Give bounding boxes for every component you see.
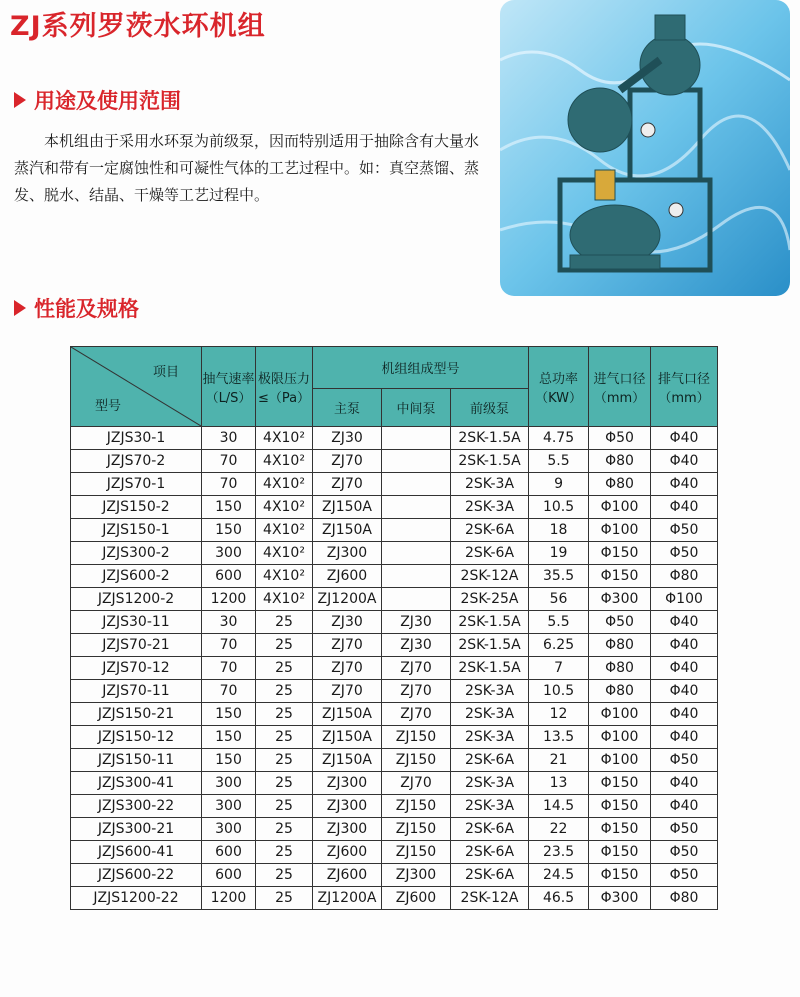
cell-inlet: Φ50 bbox=[589, 611, 651, 634]
cell-main-pump: ZJ70 bbox=[313, 450, 382, 473]
cell-main-pump: ZJ300 bbox=[313, 795, 382, 818]
cell-front-pump: 2SK-6A bbox=[451, 749, 529, 772]
cell-inlet: Φ150 bbox=[589, 864, 651, 887]
cell-outlet: Φ40 bbox=[651, 680, 718, 703]
cell-front-pump: 2SK-3A bbox=[451, 496, 529, 519]
cell-front-pump: 2SK-12A bbox=[451, 565, 529, 588]
cell-model: JZJS600-2 bbox=[71, 565, 202, 588]
product-photo bbox=[500, 0, 790, 296]
header-outlet: 排气口径 （mm） bbox=[651, 347, 718, 427]
cell-inlet: Φ50 bbox=[589, 427, 651, 450]
cell-speed: 600 bbox=[202, 864, 256, 887]
cell-speed: 600 bbox=[202, 841, 256, 864]
cell-power: 5.5 bbox=[529, 450, 589, 473]
cell-pressure: 25 bbox=[256, 611, 313, 634]
table-row bbox=[71, 565, 718, 588]
cell-pressure: 4X10² bbox=[256, 496, 313, 519]
cell-outlet: Φ40 bbox=[651, 450, 718, 473]
cell-main-pump: ZJ70 bbox=[313, 473, 382, 496]
cell-speed: 300 bbox=[202, 542, 256, 565]
cell-pressure: 25 bbox=[256, 680, 313, 703]
cell-pressure: 25 bbox=[256, 864, 313, 887]
header-main: 主泵 bbox=[313, 389, 382, 427]
cell-mid-pump bbox=[382, 565, 451, 588]
cell-pressure: 25 bbox=[256, 841, 313, 864]
table-row bbox=[71, 795, 718, 818]
table-row bbox=[71, 519, 718, 542]
cell-power: 14.5 bbox=[529, 795, 589, 818]
table-row bbox=[71, 450, 718, 473]
cell-front-pump: 2SK-1.5A bbox=[451, 450, 529, 473]
cell-main-pump: ZJ150A bbox=[313, 749, 382, 772]
section-heading-usage-label: 用途及使用范围 bbox=[34, 89, 181, 113]
triangle-bullet-icon bbox=[14, 92, 26, 108]
cell-model: JZJS30-1 bbox=[71, 427, 202, 450]
cell-main-pump: ZJ300 bbox=[313, 542, 382, 565]
cell-front-pump: 2SK-1.5A bbox=[451, 611, 529, 634]
cell-power: 9 bbox=[529, 473, 589, 496]
table-row bbox=[71, 611, 718, 634]
cell-mid-pump: ZJ70 bbox=[382, 680, 451, 703]
cell-inlet: Φ150 bbox=[589, 818, 651, 841]
cell-pressure: 25 bbox=[256, 818, 313, 841]
cell-pressure: 25 bbox=[256, 726, 313, 749]
cell-power: 21 bbox=[529, 749, 589, 772]
cell-speed: 70 bbox=[202, 680, 256, 703]
cell-model: JZJS70-12 bbox=[71, 657, 202, 680]
cell-mid-pump bbox=[382, 519, 451, 542]
cell-main-pump: ZJ150A bbox=[313, 703, 382, 726]
cell-model: JZJS1200-22 bbox=[71, 887, 202, 910]
cell-pressure: 25 bbox=[256, 749, 313, 772]
cell-main-pump: ZJ600 bbox=[313, 565, 382, 588]
cell-front-pump: 2SK-3A bbox=[451, 703, 529, 726]
cell-outlet: Φ40 bbox=[651, 473, 718, 496]
cell-pressure: 25 bbox=[256, 634, 313, 657]
section-heading-specs-label: 性能及规格 bbox=[34, 297, 139, 321]
header-group: 机组组成型号 bbox=[313, 347, 529, 389]
cell-front-pump: 2SK-12A bbox=[451, 887, 529, 910]
cell-speed: 150 bbox=[202, 703, 256, 726]
cell-inlet: Φ150 bbox=[589, 772, 651, 795]
header-front: 前级泵 bbox=[451, 389, 529, 427]
cell-speed: 300 bbox=[202, 818, 256, 841]
cell-mid-pump: ZJ150 bbox=[382, 841, 451, 864]
cell-front-pump: 2SK-3A bbox=[451, 726, 529, 749]
cell-model: JZJS150-12 bbox=[71, 726, 202, 749]
cell-power: 35.5 bbox=[529, 565, 589, 588]
cell-speed: 70 bbox=[202, 634, 256, 657]
cell-front-pump: 2SK-3A bbox=[451, 680, 529, 703]
cell-pressure: 4X10² bbox=[256, 565, 313, 588]
table-row bbox=[71, 657, 718, 680]
cell-inlet: Φ100 bbox=[589, 496, 651, 519]
cell-outlet: Φ80 bbox=[651, 565, 718, 588]
cell-outlet: Φ40 bbox=[651, 611, 718, 634]
cell-front-pump: 2SK-6A bbox=[451, 841, 529, 864]
cell-speed: 70 bbox=[202, 473, 256, 496]
cell-front-pump: 2SK-6A bbox=[451, 542, 529, 565]
header-pressure: 极限压力 ≤（Pa） bbox=[256, 347, 313, 427]
cell-speed: 300 bbox=[202, 772, 256, 795]
cell-front-pump: 2SK-3A bbox=[451, 795, 529, 818]
cell-main-pump: ZJ150A bbox=[313, 496, 382, 519]
cell-model: JZJS150-1 bbox=[71, 519, 202, 542]
table-row bbox=[71, 703, 718, 726]
cell-speed: 70 bbox=[202, 657, 256, 680]
description-block bbox=[14, 128, 489, 209]
description-text: 本机组由于采用水环泵为前级泵，因而特别适用于抽除含有大量水蒸汽和带有一定腐蚀性和可凝性气体的工艺过程中。如：真空蒸馏、蒸发、脱水、结晶、干燥等工艺过程中。 bbox=[14, 132, 480, 204]
cell-inlet: Φ100 bbox=[589, 749, 651, 772]
cell-main-pump: ZJ300 bbox=[313, 818, 382, 841]
cell-main-pump: ZJ300 bbox=[313, 772, 382, 795]
cell-speed: 150 bbox=[202, 496, 256, 519]
cell-pressure: 25 bbox=[256, 795, 313, 818]
header-item: 项目 bbox=[152, 365, 179, 380]
header-speed: 抽气速率 （L/S） bbox=[202, 347, 256, 427]
cell-model: JZJS300-21 bbox=[71, 818, 202, 841]
cell-model: JZJS300-2 bbox=[71, 542, 202, 565]
cell-front-pump: 2SK-6A bbox=[451, 519, 529, 542]
cell-main-pump: ZJ600 bbox=[313, 841, 382, 864]
table-row bbox=[71, 772, 718, 795]
cell-mid-pump bbox=[382, 496, 451, 519]
cell-power: 12 bbox=[529, 703, 589, 726]
cell-outlet: Φ40 bbox=[651, 427, 718, 450]
cell-main-pump: ZJ70 bbox=[313, 634, 382, 657]
cell-inlet: Φ300 bbox=[589, 887, 651, 910]
cell-power: 19 bbox=[529, 542, 589, 565]
cell-mid-pump: ZJ150 bbox=[382, 726, 451, 749]
cell-mid-pump bbox=[382, 427, 451, 450]
cell-power: 5.5 bbox=[529, 611, 589, 634]
cell-mid-pump: ZJ30 bbox=[382, 634, 451, 657]
cell-outlet: Φ50 bbox=[651, 841, 718, 864]
cell-outlet: Φ40 bbox=[651, 726, 718, 749]
table-row bbox=[71, 818, 718, 841]
cell-main-pump: ZJ30 bbox=[313, 427, 382, 450]
table-row bbox=[71, 726, 718, 749]
spec-table bbox=[70, 346, 718, 910]
cell-inlet: Φ100 bbox=[589, 726, 651, 749]
table-row bbox=[71, 588, 718, 611]
cell-front-pump: 2SK-1.5A bbox=[451, 634, 529, 657]
table-row bbox=[71, 841, 718, 864]
cell-inlet: Φ80 bbox=[589, 634, 651, 657]
table-row bbox=[71, 427, 718, 450]
cell-model: JZJS150-21 bbox=[71, 703, 202, 726]
cell-main-pump: ZJ1200A bbox=[313, 588, 382, 611]
table-row bbox=[71, 496, 718, 519]
cell-front-pump: 2SK-6A bbox=[451, 864, 529, 887]
cell-front-pump: 2SK-3A bbox=[451, 473, 529, 496]
cell-power: 18 bbox=[529, 519, 589, 542]
cell-pressure: 25 bbox=[256, 887, 313, 910]
cell-power: 10.5 bbox=[529, 680, 589, 703]
table-row bbox=[71, 864, 718, 887]
cell-outlet: Φ40 bbox=[651, 795, 718, 818]
cell-front-pump: 2SK-25A bbox=[451, 588, 529, 611]
cell-speed: 150 bbox=[202, 519, 256, 542]
cell-power: 56 bbox=[529, 588, 589, 611]
header-inlet: 进气口径 （mm） bbox=[589, 347, 651, 427]
cell-model: JZJS600-41 bbox=[71, 841, 202, 864]
cell-front-pump: 2SK-1.5A bbox=[451, 427, 529, 450]
cell-pressure: 4X10² bbox=[256, 519, 313, 542]
cell-mid-pump: ZJ150 bbox=[382, 795, 451, 818]
cell-power: 23.5 bbox=[529, 841, 589, 864]
cell-pressure: 4X10² bbox=[256, 542, 313, 565]
cell-pressure: 25 bbox=[256, 772, 313, 795]
page-title: ZJ系列罗茨水环机组 bbox=[10, 11, 266, 42]
cell-model: JZJS30-11 bbox=[71, 611, 202, 634]
cell-model: JZJS70-1 bbox=[71, 473, 202, 496]
cell-speed: 150 bbox=[202, 749, 256, 772]
header-power: 总功率 （KW） bbox=[529, 347, 589, 427]
cell-power: 22 bbox=[529, 818, 589, 841]
cell-pressure: 4X10² bbox=[256, 427, 313, 450]
cell-main-pump: ZJ70 bbox=[313, 657, 382, 680]
cell-model: JZJS600-22 bbox=[71, 864, 202, 887]
triangle-bullet-icon bbox=[14, 300, 26, 316]
cell-outlet: Φ50 bbox=[651, 864, 718, 887]
cell-mid-pump: ZJ70 bbox=[382, 703, 451, 726]
cell-outlet: Φ40 bbox=[651, 772, 718, 795]
cell-inlet: Φ80 bbox=[589, 657, 651, 680]
header-mid: 中间泵 bbox=[382, 389, 451, 427]
cell-front-pump: 2SK-1.5A bbox=[451, 657, 529, 680]
cell-model: JZJS70-2 bbox=[71, 450, 202, 473]
cell-inlet: Φ100 bbox=[589, 519, 651, 542]
cell-inlet: Φ100 bbox=[589, 703, 651, 726]
cell-power: 24.5 bbox=[529, 864, 589, 887]
section-heading-usage bbox=[14, 85, 181, 115]
cell-pressure: 4X10² bbox=[256, 588, 313, 611]
cell-model: JZJS150-2 bbox=[71, 496, 202, 519]
cell-mid-pump bbox=[382, 450, 451, 473]
cell-model: JZJS300-41 bbox=[71, 772, 202, 795]
cell-mid-pump bbox=[382, 542, 451, 565]
cell-main-pump: ZJ30 bbox=[313, 611, 382, 634]
cell-outlet: Φ40 bbox=[651, 496, 718, 519]
section-heading-specs bbox=[14, 293, 139, 323]
cell-pressure: 25 bbox=[256, 703, 313, 726]
header-item-model bbox=[71, 347, 202, 427]
cell-mid-pump: ZJ70 bbox=[382, 657, 451, 680]
cell-inlet: Φ80 bbox=[589, 450, 651, 473]
cell-mid-pump: ZJ30 bbox=[382, 611, 451, 634]
cell-front-pump: 2SK-3A bbox=[451, 772, 529, 795]
cell-mid-pump: ZJ150 bbox=[382, 749, 451, 772]
cell-mid-pump: ZJ300 bbox=[382, 864, 451, 887]
cell-speed: 30 bbox=[202, 611, 256, 634]
cell-inlet: Φ150 bbox=[589, 542, 651, 565]
cell-mid-pump: ZJ600 bbox=[382, 887, 451, 910]
cell-inlet: Φ80 bbox=[589, 473, 651, 496]
cell-inlet: Φ150 bbox=[589, 565, 651, 588]
cell-main-pump: ZJ600 bbox=[313, 864, 382, 887]
table-row bbox=[71, 680, 718, 703]
cell-pressure: 4X10² bbox=[256, 450, 313, 473]
cell-main-pump: ZJ150A bbox=[313, 726, 382, 749]
cell-power: 7 bbox=[529, 657, 589, 680]
cell-mid-pump bbox=[382, 473, 451, 496]
cell-pressure: 25 bbox=[256, 657, 313, 680]
cell-mid-pump: ZJ150 bbox=[382, 818, 451, 841]
cell-power: 13 bbox=[529, 772, 589, 795]
cell-outlet: Φ40 bbox=[651, 703, 718, 726]
cell-main-pump: ZJ150A bbox=[313, 519, 382, 542]
cell-outlet: Φ80 bbox=[651, 887, 718, 910]
cell-inlet: Φ150 bbox=[589, 795, 651, 818]
cell-inlet: Φ80 bbox=[589, 680, 651, 703]
cell-mid-pump bbox=[382, 588, 451, 611]
cell-model: JZJS70-21 bbox=[71, 634, 202, 657]
cell-outlet: Φ100 bbox=[651, 588, 718, 611]
cell-power: 6.25 bbox=[529, 634, 589, 657]
cell-outlet: Φ50 bbox=[651, 818, 718, 841]
cell-power: 10.5 bbox=[529, 496, 589, 519]
cell-outlet: Φ50 bbox=[651, 749, 718, 772]
cell-power: 46.5 bbox=[529, 887, 589, 910]
cell-power: 4.75 bbox=[529, 427, 589, 450]
header-model: 型号 bbox=[95, 399, 122, 414]
cell-outlet: Φ50 bbox=[651, 542, 718, 565]
table-row bbox=[71, 887, 718, 910]
cell-speed: 70 bbox=[202, 450, 256, 473]
cell-power: 13.5 bbox=[529, 726, 589, 749]
cell-model: JZJS1200-2 bbox=[71, 588, 202, 611]
table-row bbox=[71, 634, 718, 657]
table-row bbox=[71, 749, 718, 772]
cell-model: JZJS300-22 bbox=[71, 795, 202, 818]
cell-inlet: Φ300 bbox=[589, 588, 651, 611]
cell-speed: 30 bbox=[202, 427, 256, 450]
cell-speed: 1200 bbox=[202, 588, 256, 611]
cell-model: JZJS70-11 bbox=[71, 680, 202, 703]
cell-outlet: Φ50 bbox=[651, 519, 718, 542]
cell-speed: 1200 bbox=[202, 887, 256, 910]
cell-outlet: Φ40 bbox=[651, 634, 718, 657]
cell-model: JZJS150-11 bbox=[71, 749, 202, 772]
cell-main-pump: ZJ70 bbox=[313, 680, 382, 703]
cell-front-pump: 2SK-6A bbox=[451, 818, 529, 841]
cell-pressure: 4X10² bbox=[256, 473, 313, 496]
cell-speed: 150 bbox=[202, 726, 256, 749]
cell-inlet: Φ150 bbox=[589, 841, 651, 864]
cell-speed: 300 bbox=[202, 795, 256, 818]
cell-outlet: Φ40 bbox=[651, 657, 718, 680]
cell-mid-pump: ZJ70 bbox=[382, 772, 451, 795]
cell-speed: 600 bbox=[202, 565, 256, 588]
table-row bbox=[71, 542, 718, 565]
cell-main-pump: ZJ1200A bbox=[313, 887, 382, 910]
table-row bbox=[71, 473, 718, 496]
